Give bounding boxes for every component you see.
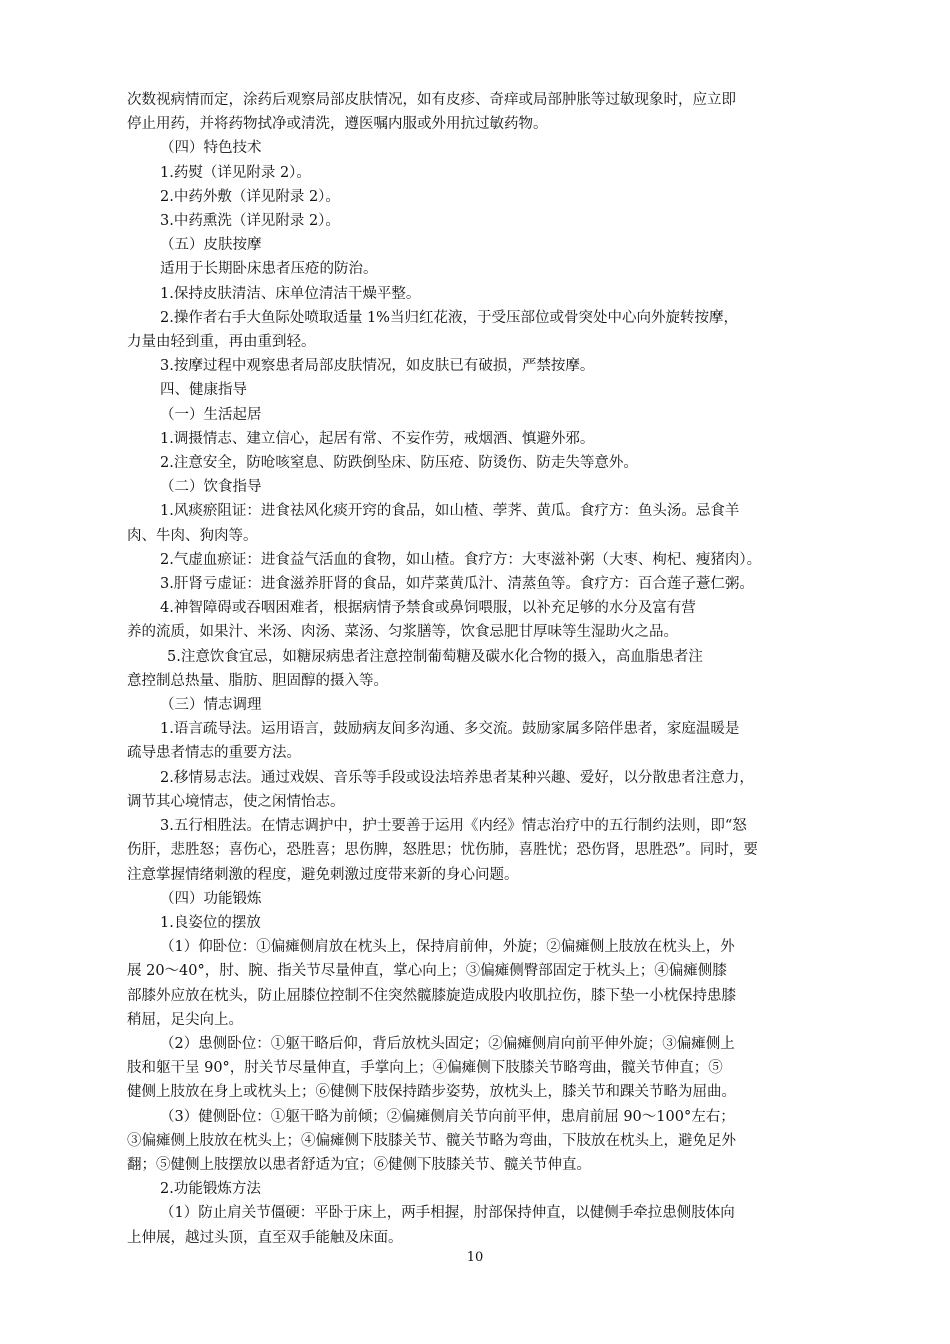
text-line: 1.保持皮肤清洁、床单位清洁干燥平整。 (160, 285, 421, 302)
text-line: 3.肝肾亏虚证：进食滋养肝肾的食品，如芹菜黄瓜汁、清蒸鱼等。食疗方：百合莲子薏仁粥。 (160, 576, 754, 593)
text-line: 养的流质，如果汁、米汤、肉汤、菜汤、匀浆膳等，饮食忌肥甘厚味等生湿助火之品。 (127, 624, 678, 641)
text-line: （1）防止肩关节僵硬：平卧于床上，两手相握，肘部保持伸直，以健侧手牵拉患侧肢体向 (160, 1205, 735, 1222)
text-line: 3.按摩过程中观察患者局部皮肤情况，如皮肤已有破损，严禁按摩。 (160, 358, 595, 375)
text-line: 上伸展，越过头顶，直至双手能触及床面。 (127, 1229, 403, 1246)
text-line: 停止用药，并将药物拭净或清洗，遵医嘱内服或外用抗过敏药物。 (127, 116, 548, 133)
section-heading: （五）皮肤按摩 (160, 237, 262, 254)
text-line: 翻；⑤健侧上肢摆放以患者舒适为宜；⑥健侧下肢膝关节、髋关节伸直。 (127, 1156, 591, 1173)
text-line: 4.神智障碍或吞咽困难者，根据病情予禁食或鼻饲喂服，以补充足够的水分及富有营 (160, 600, 696, 617)
text-line: （1）仰卧位：①偏瘫侧肩放在枕头上，保持肩前伸，外旋；②偏瘫侧上肢放在枕头上，外 (160, 939, 735, 956)
text-line: 次数视病情而定，涂药后观察局部皮肤情况，如有皮疹、奇痒或局部肿胀等过敏现象时，应立即 (127, 92, 736, 108)
text-line: 2.注意安全，防呛咳窒息、防跌倒坠床、防压疮、防烫伤、防走失等意外。 (160, 455, 638, 472)
text-line: 2.移情易志法。通过戏娱、音乐等手段或设法培养患者某种兴趣、爱好，以分散患者注意力， (160, 769, 754, 786)
document-body (127, 88, 827, 1250)
text-line: 2.操作者右手大鱼际处喷取适量 1%当归红花液，于受压部位或骨突处中心向外旋转按摩， (160, 309, 738, 326)
text-line: 2.气虚血瘀证：进食益气活血的食物，如山楂。食疗方：大枣滋补粥（大枣、枸杞、瘦猪肉）。 (160, 551, 762, 568)
text-line: （2）患侧卧位：①躯干略后仰，背后放枕头固定；②偏瘫侧肩向前平伸外旋；③偏瘫侧上 (160, 1035, 735, 1052)
text-line: 2.功能锻炼方法 (160, 1181, 261, 1198)
section-heading: （三）情志调理 (160, 697, 262, 714)
text-line: 1.调摄情志、建立信心，起居有常、不妄作劳，戒烟酒、慎避外邪。 (160, 430, 595, 447)
section-heading: （二）饮食指导 (160, 479, 262, 496)
page-number: 10 (466, 1250, 484, 1265)
text-line: 3.中药熏洗（详见附录 2）。 (160, 213, 340, 230)
text-line: 适用于长期卧床患者压疮的防治。 (160, 261, 378, 278)
text-line: 1.药熨（详见附录 2）。 (160, 164, 311, 181)
section-heading: （四）特色技术 (160, 140, 262, 157)
section-heading: （四）功能锻炼 (160, 890, 262, 907)
text-line: 意控制总热量、脂肪、胆固醇的摄入等。 (127, 672, 388, 689)
text-line: 伤肝，悲胜怒；喜伤心，恐胜喜；思伤脾，怒胜思；忧伤肺，喜胜忧；恐伤肾，思胜恐”。同时，要 (127, 842, 758, 859)
text-line: （3）健侧卧位：①躯干略为前倾；②偏瘫侧肩关节向前平伸，患肩前屈 90～100°左右； (160, 1108, 735, 1125)
text-line: 稍屈，足尖向上。 (127, 1011, 243, 1028)
text-line: 2.中药外敷（详见附录 2）。 (160, 188, 340, 205)
text-line: 5.注意饮食宜忌，如糖尿病患者注意控制葡萄糖及碳水化合物的摄入，高血脂患者注 (167, 648, 703, 665)
text-line: 健侧上肢放在身上或枕头上；⑥健侧下肢保持踏步姿势，放枕头上，膝关节和踝关节略为屈曲。 (127, 1084, 736, 1101)
text-line: 展 20～40°，肘、腕、指关节尽量伸直，掌心向上；③偏瘫侧臀部固定于枕头上；④偏瘫侧膝 (127, 963, 727, 980)
text-line: 调节其心境情志，使之闲情怡志。 (127, 793, 345, 810)
text-line: 注意掌握情绪刺激的程度，避免刺激过度带来新的身心问题。 (127, 866, 519, 883)
text-line: 肉、牛肉、狗肉等。 (127, 527, 258, 544)
section-heading: 四、健康指导 (160, 382, 247, 399)
section-heading: （一）生活起居 (160, 406, 262, 423)
text-line: 1.良姿位的摆放 (160, 914, 261, 931)
text-line: 3.五行相胜法。在情志调护中，护士要善于运用《内经》情志治疗中的五行制约法则，即“怒 (160, 818, 747, 835)
text-line: 1.风痰瘀阻证：进食祛风化痰开窍的食品，如山楂、荸荠、黄瓜。食疗方：鱼头汤。忌食羊 (160, 503, 740, 520)
text-line: 力量由轻到重，再由重到轻。 (127, 334, 316, 351)
text-line: 肢和躯干呈 90°，肘关节尽量伸直，手掌向上；④偏瘫侧下肢膝关节略弯曲，髋关节伸直；⑤ (127, 1060, 723, 1077)
text-line: ③偏瘫侧上肢放在枕头上；④偏瘫侧下肢膝关节、髋关节略为弯曲，下肢放在枕头上，避免足外 (127, 1132, 736, 1149)
text-line: 疏导患者情志的重要方法。 (127, 745, 301, 762)
text-line: 1.语言疏导法。运用语言，鼓励病友间多沟通、多交流。鼓励家属多陪伴患者，家庭温暖是 (160, 721, 740, 738)
text-line: 部膝外应放在枕头，防止屈膝位控制不住突然髋膝旋造成股内收肌拉伤，膝下垫一小枕保持患膝 (127, 987, 736, 1004)
